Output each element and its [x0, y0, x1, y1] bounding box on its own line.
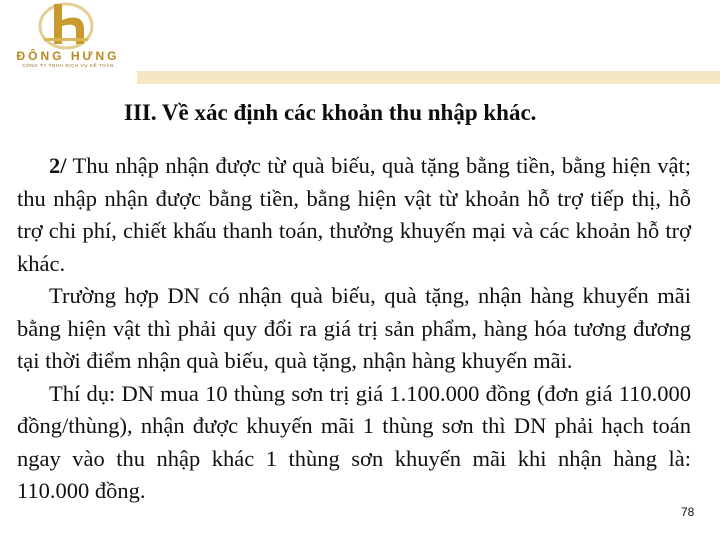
logo-emblem-icon	[4, 0, 128, 50]
paragraph-1-text: Thu nhập nhận được từ quà biếu, quà tặng bằng tiền, bằng hiện vật; thu nhập nhận được bằng tiền, bằng hiện vật từ khoản hỗ trợ tiếp thị, hỗ trợ chi phí, chiết khấu thanh toán, thưởng khuyến mại và các khoản hỗ trợ khác.	[17, 153, 691, 276]
company-logo	[4, 0, 128, 72]
page-number: 78	[681, 505, 695, 519]
paragraph-2: Trường hợp DN có nhận quà biếu, quà tặng, nhận hàng khuyến mãi bằng hiện vật thì phải quy đổi ra giá trị sản phẩm, hàng hóa tương đương tại thời điểm nhận quà biếu, quà tặng, nhận hàng khuyến mãi.	[17, 283, 691, 373]
paragraph-1	[17, 150, 691, 280]
paragraph-3: Thí dụ: DN mua 10 thùng sơn trị giá 1.100.000 đồng (đơn giá 110.000 đồng/thùng), nhận được khuyến mãi 1 thùng sơn thì DN phải hạch toán ngay vào thu nhập khác 1 thùng sơn khuyến mãi khi nhận hàng là: 110.000 đồng.	[17, 380, 691, 503]
logo-tagline: CÔNG TY TNHH DỊCH VỤ KẾ TOÁN	[22, 63, 114, 68]
logo-name: ĐÔNG HƯNG	[16, 49, 120, 63]
header-decorative-bar	[137, 71, 720, 84]
paragraph-1-label: 2/	[49, 153, 67, 178]
slide-title: III. Về xác định các khoản thu nhập khác.	[124, 100, 537, 125]
slide-body	[17, 150, 691, 508]
